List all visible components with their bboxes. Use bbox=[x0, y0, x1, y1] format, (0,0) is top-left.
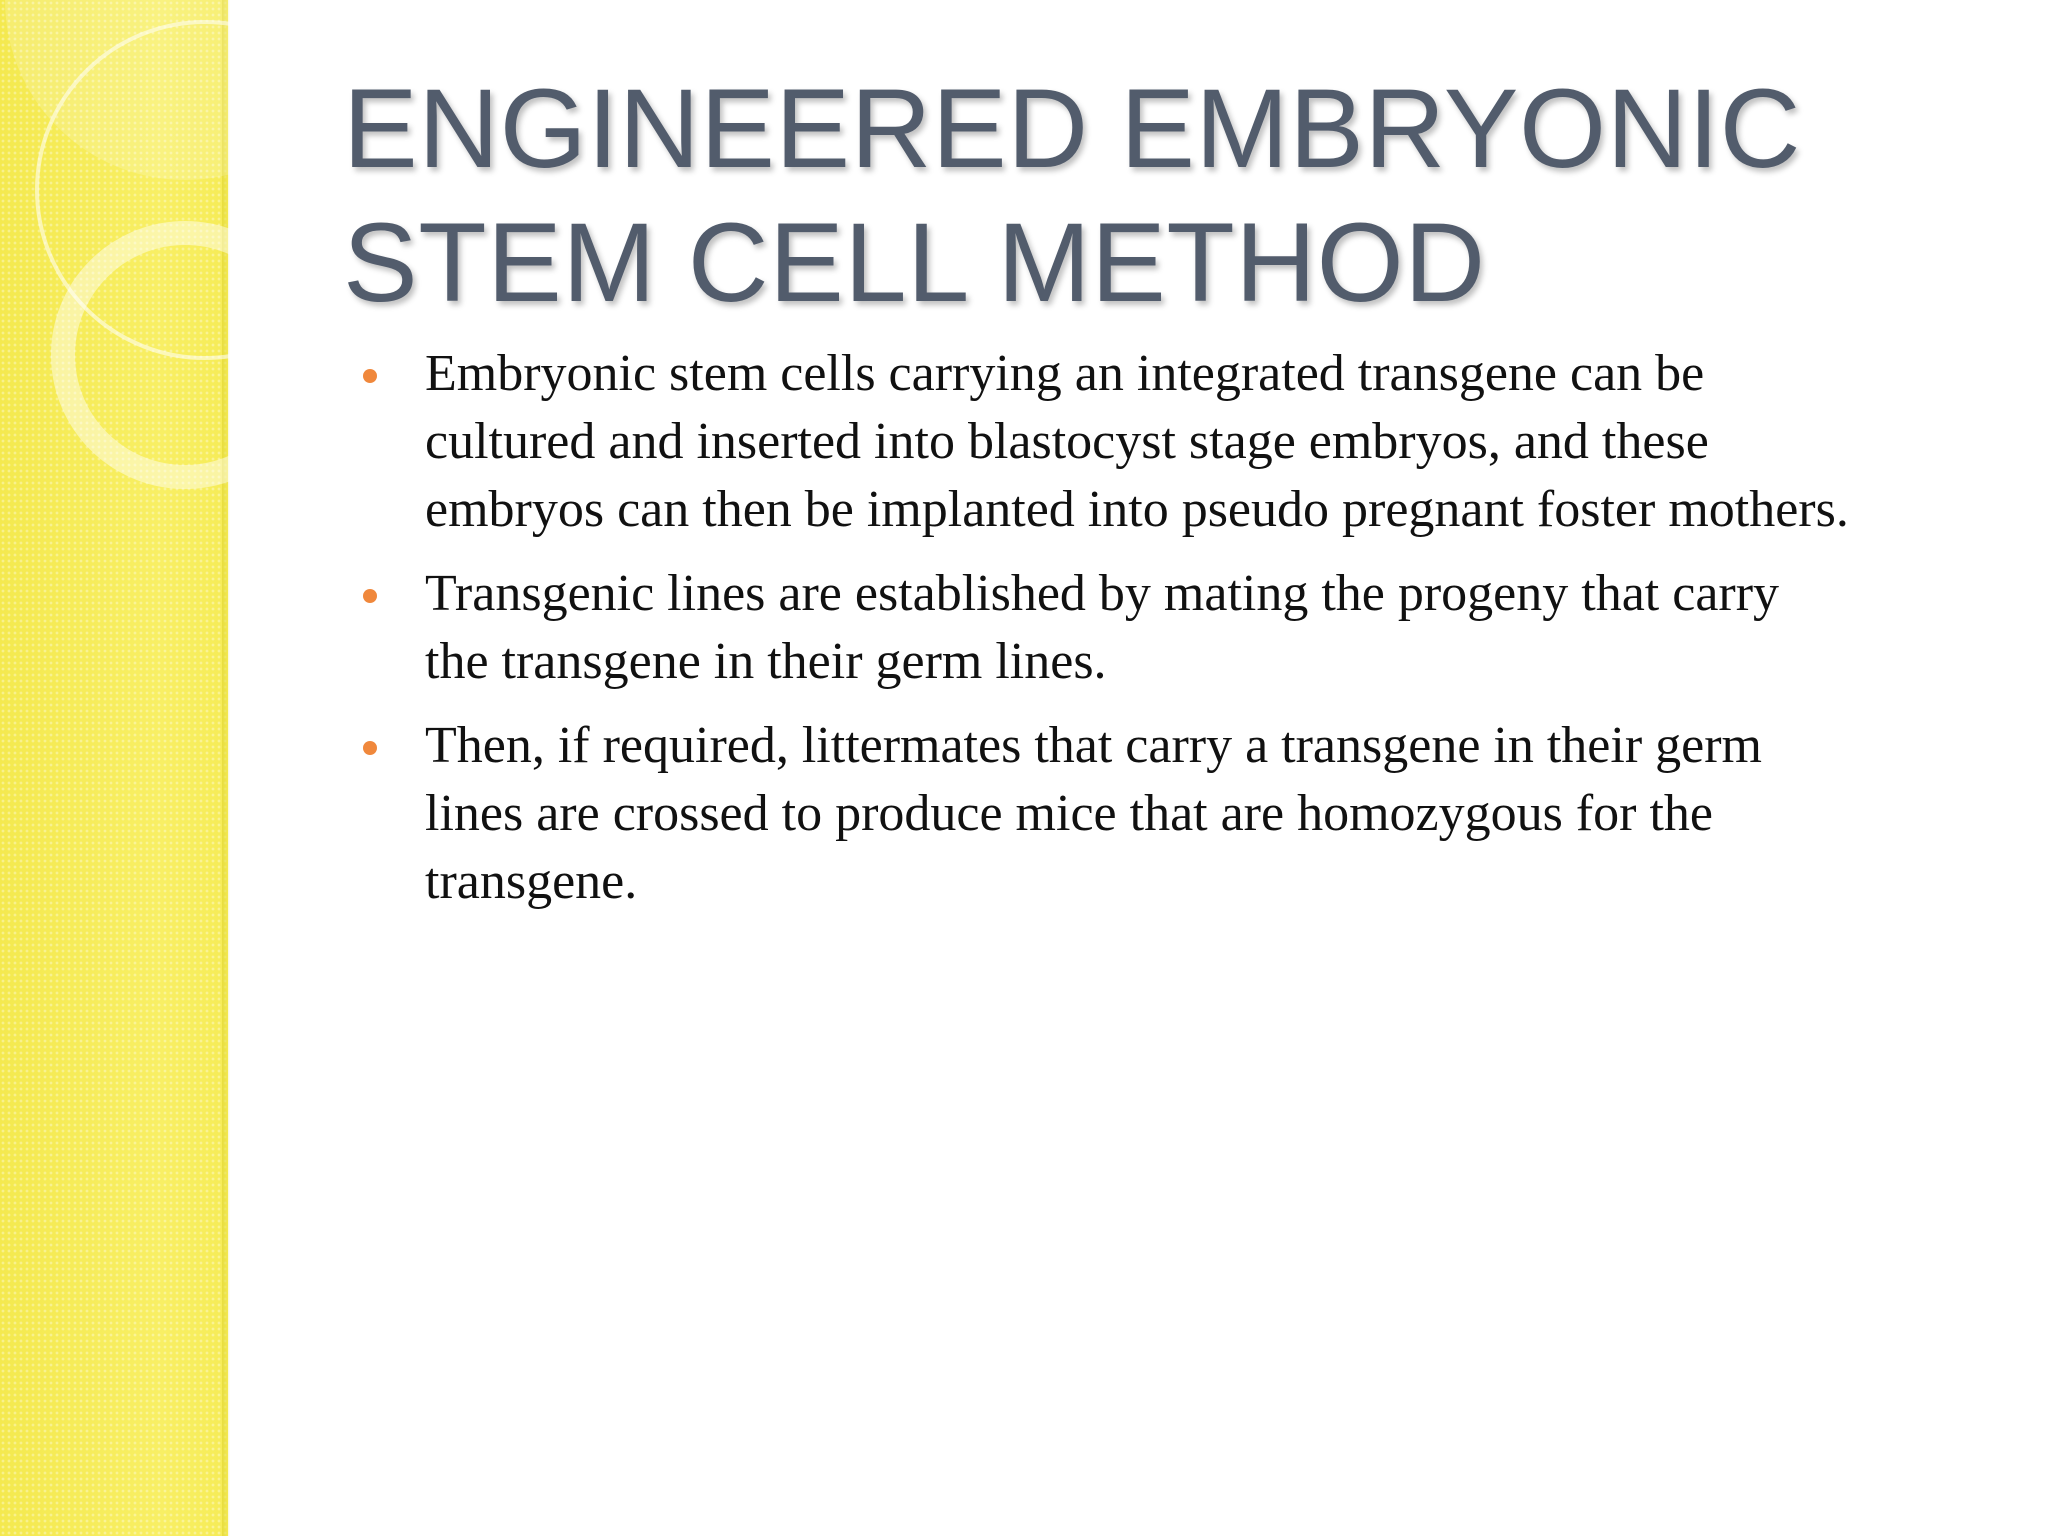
bullet-text-2 bbox=[425, 560, 2018, 696]
bullet-1-line-1: Embryonic stem cells carrying an integrated transgene can be bbox=[425, 345, 1705, 402]
bullet-3-line-3: transgene. bbox=[425, 853, 638, 910]
slide-title-line-1: ENGINEERED EMBRYONIC bbox=[343, 66, 1801, 191]
bullet-2-line-1: Transgenic lines are established by mating the progeny that carry bbox=[425, 565, 1780, 622]
bullet-1-line-3: embryos can then be implanted into pseudo pregnant foster mothers. bbox=[425, 481, 1849, 538]
bullet-text-1 bbox=[425, 340, 2018, 544]
orange-dot-icon bbox=[363, 369, 377, 383]
bullet-2-line-2: the transgene in their germ lines. bbox=[425, 633, 1107, 690]
bullet-item-2 bbox=[358, 560, 2018, 696]
bullet-3-line-2: lines are crossed to produce mice that are homozygous for the bbox=[425, 785, 1713, 842]
bullet-item-1 bbox=[358, 340, 2018, 544]
bullet-1-line-2: cultured and inserted into blastocyst stage embryos, and these bbox=[425, 413, 1709, 470]
decorative-rings-icon bbox=[0, 0, 260, 560]
bullet-3-line-1: Then, if required, littermates that carry a transgene in their germ bbox=[425, 717, 1762, 774]
bullet-list bbox=[358, 340, 2018, 932]
bullet-item-3 bbox=[358, 712, 2018, 916]
orange-dot-icon bbox=[363, 589, 377, 603]
bullet-text-3 bbox=[425, 712, 2018, 916]
slide-title-line-2: STEM CELL METHOD bbox=[343, 200, 1486, 325]
slide-title bbox=[343, 62, 1993, 330]
orange-dot-icon bbox=[363, 741, 377, 755]
